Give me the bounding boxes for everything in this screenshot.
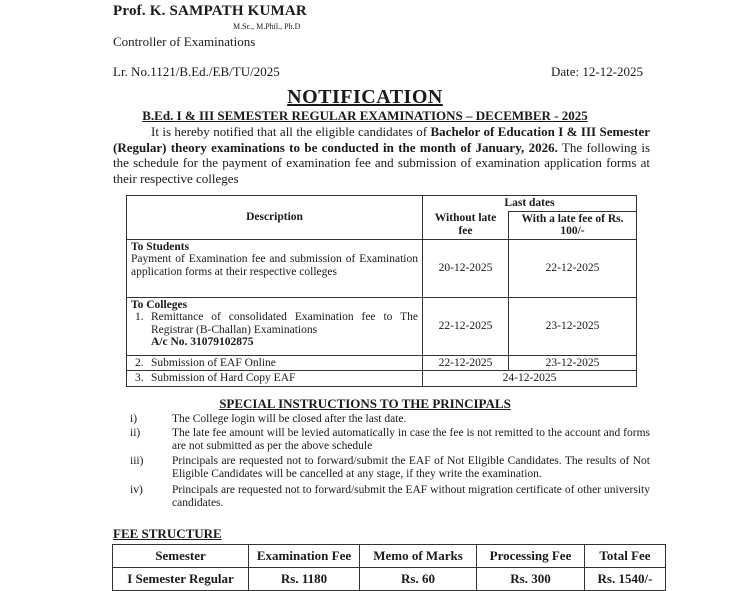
students-without-fee: 20-12-2025 (423, 239, 509, 297)
controller-qualifications: M.Sc., M.Phil., Ph.D (233, 22, 301, 31)
col-without-fee-header: Without late fee (423, 211, 509, 239)
colleges-heading: To Colleges (131, 298, 188, 311)
students-text: Payment of Examination fee and submission of Examination application forms at their respective colleges (131, 253, 418, 278)
item2-with-fee: 23-12-2025 (509, 355, 637, 371)
schedule-table (126, 195, 637, 387)
instruction-number: iv) (130, 484, 143, 496)
item1-with-fee: 23-12-2025 (509, 297, 637, 355)
instruction-number: ii) (130, 427, 141, 439)
special-instructions-title: SPECIAL INSTRUCTIONS TO THE PRINCIPALS (219, 396, 511, 411)
fee-header-cell: Semester (113, 545, 249, 568)
item1-text: Remittance of consolidated Examination fee to The Registrar (B-Challan) Examinations (151, 311, 418, 336)
item2-cell (127, 355, 423, 371)
instruction-text: Principals are requested not to forward/submit the EAF of Not Eligible Candidates. The results of Not Eligible Candidates will be cancelled at any stage, if they write the examination. (172, 455, 650, 480)
item2-without-fee: 22-12-2025 (423, 355, 509, 371)
students-with-fee: 22-12-2025 (509, 239, 637, 297)
fee-header-cell: Processing Fee (477, 545, 585, 568)
instruction-text: Principals are requested not to forward/submit the EAF without migration certificate of other university candidates. (172, 484, 650, 509)
table-row (127, 355, 637, 371)
table-row (113, 568, 666, 591)
intro-part1: It is hereby notified that all the eligible candidates of (151, 124, 431, 139)
account-number: A/c No. 31079102875 (151, 336, 254, 348)
item3-text: Submission of Hard Copy EAF (151, 372, 296, 384)
fee-cell: Rs. 1540/- (585, 568, 666, 591)
fee-cell: Rs. 300 (477, 568, 585, 591)
item1-without-fee: 22-12-2025 (423, 297, 509, 355)
table-row (127, 239, 637, 297)
item3-date: 24-12-2025 (423, 371, 637, 387)
fee-cell: Rs. 60 (360, 568, 477, 591)
fee-header-cell: Examination Fee (249, 545, 360, 568)
instruction-number: iii) (130, 455, 144, 467)
page-title: NOTIFICATION (287, 86, 443, 108)
letter-reference: Lr. No.1121/B.Ed./EB/TU/2025 (113, 64, 280, 79)
students-heading: To Students (131, 240, 190, 253)
item2-number: 2. (135, 356, 144, 369)
item2-text: Submission of EAF Online (151, 356, 276, 369)
intro-part2: The following is the schedule for the payment of examination fee and submission of examination application forms at their respective colleges (113, 139, 651, 186)
instruction-text: The late fee amount will be levied automatically in case the fee is not remitted to the account and forms are not submitted as per the above schedule (172, 427, 650, 452)
col-with-fee-header: With a late fee of Rs. 100/- (509, 211, 637, 239)
item3-cell (127, 371, 423, 387)
instruction-text: The College login will be closed after the last date. (172, 413, 407, 425)
col-description-header: Description (127, 196, 423, 240)
instruction-number: i) (130, 413, 138, 425)
notification-subtitle: B.Ed. I & III SEMESTER REGULAR EXAMINATIONS – DECEMBER - 2025 (142, 108, 588, 123)
fee-header-cell: Memo of Marks (360, 545, 477, 568)
col-last-dates-header: Last dates (423, 196, 637, 212)
fee-structure-table (112, 544, 666, 591)
table-row (127, 297, 637, 355)
students-cell (127, 239, 423, 297)
intro-bold: Bachelor of Education I & III Semester (Regular) theory examinations to be conducted in the month of January, 2026. (113, 124, 650, 155)
controller-name: Prof. K. SAMPATH KUMAR (113, 3, 307, 19)
intro-paragraph (113, 124, 650, 186)
fee-cell: Rs. 1180 (249, 568, 360, 591)
controller-designation: Controller of Examinations (113, 34, 256, 49)
letter-date: Date: 12-12-2025 (551, 64, 644, 79)
fee-header-row (113, 545, 666, 568)
item1-number: 1. (135, 311, 144, 323)
fee-structure-title: FEE STRUCTURE (113, 526, 222, 541)
table-row (127, 371, 637, 387)
fee-header-cell: Total Fee (585, 545, 666, 568)
fee-cell: I Semester Regular (113, 568, 249, 591)
item3-number: 3. (135, 372, 144, 384)
colleges-cell (127, 297, 423, 355)
